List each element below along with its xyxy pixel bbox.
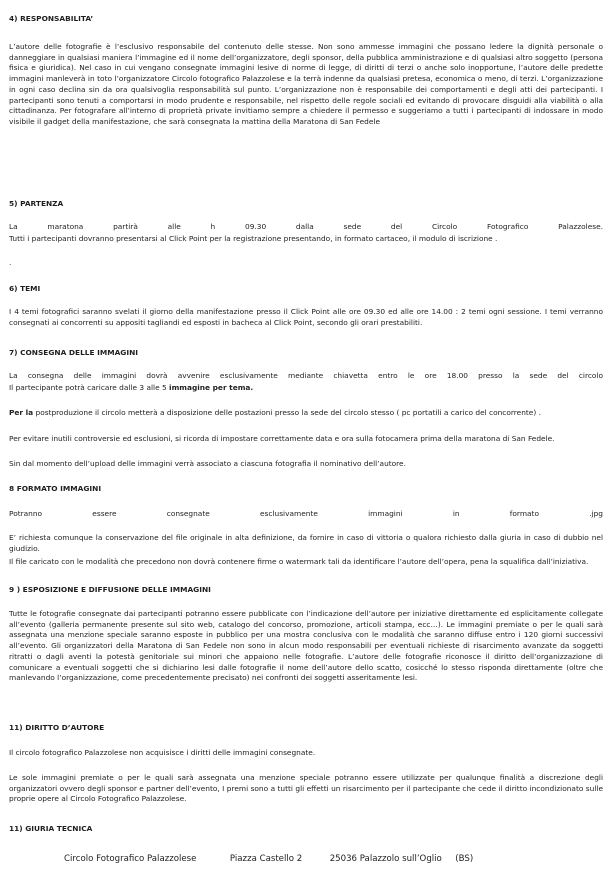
section-8-paragraph-3: Il file caricato con le modalità che precedono non dovrà contenere firme o watermark tali da identificare l’autore dell’opera, pena la squalifica dall’iniziativa. bbox=[9, 557, 589, 566]
section-7-paragraph-1b bbox=[9, 383, 603, 394]
footer-street: Piazza Castello 2 bbox=[229, 854, 303, 864]
section-7-paragraph-4: Sin dal momento dell’upload delle immagini verrà associato a ciascuna fotografia il nominativo dell’autore. bbox=[9, 459, 406, 468]
postproduction-text: postproduzione il circolo metterà a disposizione delle postazioni presso la sede del circolo stesso ( pc portatili a carico del concorrente) . bbox=[33, 408, 541, 417]
section-5-heading: 5) PARTENZA bbox=[9, 199, 64, 208]
section-4-paragraph: L’autore delle fotografie è l’esclusivo responsabile del contenuto delle stesse. Non sono ammesse immagini che possano ledere la dignità personale o danneggiare in qualsiasi maniera l’immagine ed il nome dell’organizzatore, degli sponsor, della pubblica amministrazione e di qualsiasi altro soggetto (persona fisica e giuridica). Nel caso in cui vengano consegnate immagini lesive di norme di legge, di diritti di terzi o anche solo inopportune, l’autore delle predette immagini manleverà in toto l’organizzatore Circolo fotografico Palazzolese e la terrà indenne da qualsiasi pretesa, economica o meno, di terzi. L’organizzazione in ogni caso declina sin da ora qualsivoglia responsabilità sul punto. L’organizzazione non è responsabile dei comportamenti e degli atti dei partecipanti. I partecipanti sono tenuti a comportarsi in modo prudente e responsabile, nel rispetto delle regole sociali ed evitando di provocare disguidi alla viabilità o alla cittadinanza. Per fotografare all’interno di proprietà private invitiamo sempre a chiedere il permesso e suggeriamo a tutti i partecipanti di indossare in modo visibile il gadget della manifestazione, che sarà consegnata la mattina della Maratona di San Fedele bbox=[9, 42, 603, 126]
section-8-heading: 8 FORMATO IMMAGINI bbox=[9, 484, 102, 493]
section-11-copyright-heading: 11) DIRITTO D’AUTORE bbox=[9, 723, 105, 732]
footer-city: 25036 Palazzolo sull’Oglio bbox=[329, 854, 442, 864]
upload-limit-text: Il partecipante potrà caricare dalle 3 alle 5 bbox=[9, 383, 170, 392]
section-5-line-2: Tutti i partecipanti dovranno presentarsi al Click Point per la registrazione presentando, in formato cartaceo, il modulo di iscrizione . bbox=[9, 234, 498, 243]
footer-province: (BS) bbox=[455, 854, 474, 864]
page-footer bbox=[64, 853, 473, 865]
section-6-paragraph: I 4 temi fotografici saranno svelati il giorno della manifestazione presso il Click Point alle ore 09.30 ed alle ore 14.00 : 2 temi ogni sessione. I temi verranno consegnati ai concorrenti su appositi tagliandi ed esposti in bacheca al Click Point, secondo gli orari prestabiliti. bbox=[9, 307, 603, 327]
section-7-paragraph-2 bbox=[9, 408, 603, 419]
section-9-heading: 9 ) ESPOSIZIONE E DIFFUSIONE DELLE IMMAGINI bbox=[9, 585, 211, 594]
section-9-paragraph: Tutte le fotografie consegnate dai partecipanti potranno essere pubblicate con l’indicazione dell’autore per iniziative direttamente ed esplicitamente collegate all’evento (galleria permanente presente sul sito web, catalogo del concorso, promozione, articoli stampa, ecc…). Le immagini premiate o per le quali sarà assegnata una menzione speciale saranno esposte in pubblico per una mostra conclusiva con le modalità che saranno diffuse entro i 120 giorni successivi all’evento. Gli organizzatori della Maratona di San Fedele non sono in alcun modo responsabili per eventuali richieste di risarcimento avanzate da soggetti ritratti o dagli aventi la potestà genitoriale sui minori che appaiono nelle fotografie. L’autore delle fotografie riconosce il diritto dell’organizzazione di comunicare a eventuali soggetti che si dichiarino lesi dalle fotografie il nome dell’autore dello scatto, cosicché lo stesso risponda direttamente (oltre che manlevando l’organizzazione, come precedentemente precisato) nei confronti dei soggetti asseritamente lesi. bbox=[9, 609, 603, 683]
section-4-heading: 4) RESPONSABILITA’ bbox=[9, 14, 94, 23]
section-5-line-1: La maratona partirà alle h 09.30 dalla sede del Circolo Fotografico Palazzolese. bbox=[9, 222, 603, 231]
footer-organization: Circolo Fotografico Palazzolese bbox=[64, 854, 197, 864]
section-6-heading: 6) TEMI bbox=[9, 284, 41, 293]
section-8-line-1: Potranno essere consegnate esclusivamente immagini in formato .jpg bbox=[9, 509, 603, 518]
section-8-paragraph-2: E’ richiesta comunque la conservazione del file originale in alta definizione, da fornire in caso di vittoria o qualora richiesto dalla giuria in caso di dubbio nel giudizio. bbox=[9, 533, 603, 553]
section-5-dot: . bbox=[9, 258, 12, 267]
section-7-paragraph-3: Per evitare inutili controversie ed esclusioni, si ricorda di impostare correttamente data e ora sulla fotocamera prima della maratona di San Fedele. bbox=[9, 434, 555, 443]
section-7-heading: 7) CONSEGNA DELLE IMMAGINI bbox=[9, 348, 139, 357]
section-7-paragraph-1: La consegna delle immagini dovrà avvenire esclusivamente mediante chiavetta entro le ore 18.00 presso la sede del circolo bbox=[9, 371, 603, 380]
upload-limit-bold: immagine per tema. bbox=[169, 383, 254, 392]
section-11-copyright-paragraph-1: Il circolo fotografico Palazzolese non acquisisce i diritti delle immagini consegnate. bbox=[9, 748, 316, 757]
section-11-jury-heading: 11) GIURIA TECNICA bbox=[9, 824, 93, 833]
section-11-copyright-paragraph-2: Le sole immagini premiate o per le quali sarà assegnata una menzione speciale potranno essere utilizzate per qualunque finalità a discrezione degli organizzatori ovvero degli sponsor e partner dell’evento, I premi sono a tutti gli effetti un risarcimento per il partecipante che cede il diritto incondizionato sulle proprie opere al Circolo Fotografico Palazzolese. bbox=[9, 773, 603, 804]
postproduction-bold: Per la bbox=[9, 408, 34, 417]
